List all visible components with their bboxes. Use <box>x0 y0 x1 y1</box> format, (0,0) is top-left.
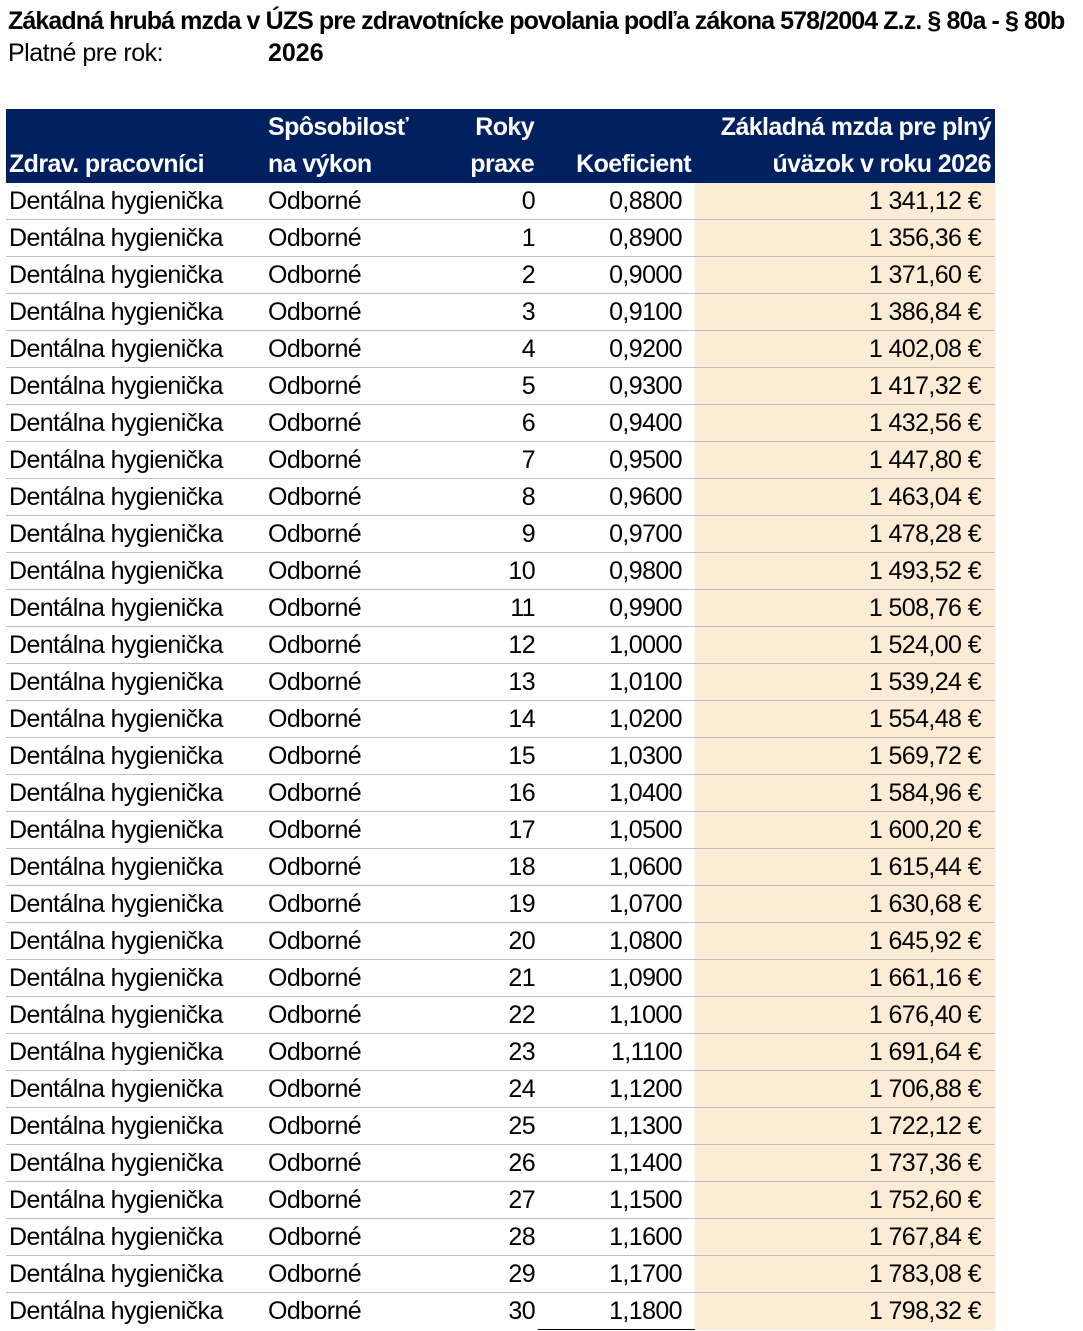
table-row <box>6 442 995 479</box>
header-worker <box>6 109 265 183</box>
salary-cell: 1 783,08 € <box>695 1256 995 1293</box>
coefficient-cell: 0,8800 <box>538 183 695 220</box>
salary-cell: 1 767,84 € <box>695 1219 995 1256</box>
competence-cell: Odborné <box>265 812 437 849</box>
coefficient-cell: 1,1000 <box>538 997 695 1034</box>
table-row <box>6 1145 995 1182</box>
coefficient-cell: 1,1300 <box>538 1108 695 1145</box>
salary-cell: 1 615,44 € <box>695 849 995 886</box>
salary-cell: 1 493,52 € <box>695 553 995 590</box>
coefficient-cell: 0,9800 <box>538 553 695 590</box>
competence-cell: Odborné <box>265 516 437 553</box>
competence-cell: Odborné <box>265 257 437 294</box>
table-row <box>6 849 995 886</box>
worker-cell: Dentálna hygienička <box>6 664 265 701</box>
table-row <box>6 516 995 553</box>
worker-cell: Dentálna hygienička <box>6 997 265 1034</box>
years-cell: 6 <box>437 405 538 442</box>
coefficient-cell: 1,1400 <box>538 1145 695 1182</box>
years-cell: 4 <box>437 331 538 368</box>
worker-cell: Dentálna hygienička <box>6 220 265 257</box>
salary-cell: 1 584,96 € <box>695 775 995 812</box>
table-row <box>6 960 995 997</box>
salary-cell: 1 524,00 € <box>695 627 995 664</box>
table-row <box>6 627 995 664</box>
coefficient-cell: 1,0700 <box>538 886 695 923</box>
table-row <box>6 220 995 257</box>
competence-cell: Odborné <box>268 1297 362 1326</box>
table-body <box>6 183 995 1330</box>
years-cell: 19 <box>437 886 538 923</box>
coefficient-cell: 0,8900 <box>538 220 695 257</box>
years-cell: 17 <box>437 812 538 849</box>
coefficient-cell: 0,9500 <box>538 442 695 479</box>
coefficient-cell: 1,1100 <box>538 1034 695 1071</box>
salary-cell: 1 706,88 € <box>695 1071 995 1108</box>
header-competence-line2: na výkon <box>268 150 372 178</box>
competence-cell: Odborné <box>265 1034 437 1071</box>
competence-cell: Odborné <box>265 849 437 886</box>
competence-cell: Odborné <box>265 627 437 664</box>
years-cell: 3 <box>437 294 538 331</box>
salary-cell: 1 676,40 € <box>695 997 995 1034</box>
salary-cell: 1 508,76 € <box>695 590 995 627</box>
document-title: Zákadná hrubá mzda v ÚZS pre zdravotnícke povolania podľa zákona 578/2004 Z.z. § 80a - § 80b <box>8 7 1065 35</box>
worker-cell: Dentálna hygienička <box>6 516 265 553</box>
header-row <box>6 109 995 183</box>
salary-cell: 1 539,24 € <box>695 664 995 701</box>
worker-cell: Dentálna hygienička <box>6 738 265 775</box>
worker-cell: Dentálna hygienička <box>6 294 265 331</box>
worker-cell: Dentálna hygienička <box>6 1219 265 1256</box>
years-cell: 0 <box>437 183 538 220</box>
salary-cell: 1 569,72 € <box>695 738 995 775</box>
years-cell: 14 <box>437 701 538 738</box>
salary-cell: 1 356,36 € <box>695 220 995 257</box>
coefficient-cell: 1,0200 <box>538 701 695 738</box>
worker-cell: Dentálna hygienička <box>6 479 265 516</box>
salary-table <box>6 109 995 1330</box>
salary-cell: 1 600,20 € <box>695 812 995 849</box>
worker-cell: Dentálna hygienička <box>6 257 265 294</box>
coefficient-cell: 1,0300 <box>538 738 695 775</box>
coefficient-cell: 1,1800 <box>538 1293 695 1330</box>
table-row <box>6 257 995 294</box>
coefficient-cell: 0,9000 <box>538 257 695 294</box>
competence-cell: Odborné <box>265 775 437 812</box>
coefficient-cell: 1,0400 <box>538 775 695 812</box>
years-cell: 28 <box>437 1219 538 1256</box>
years-cell: 23 <box>437 1034 538 1071</box>
competence-cell: Odborné <box>265 553 437 590</box>
coefficient-cell: 1,0900 <box>538 960 695 997</box>
header-competence-line1: Spôsobilosť <box>268 113 409 141</box>
table-row <box>6 553 995 590</box>
years-cell: 11 <box>437 590 538 627</box>
salary-cell: 1 722,12 € <box>695 1108 995 1145</box>
years-cell: 16 <box>437 775 538 812</box>
salary-cell: 1 478,28 € <box>695 516 995 553</box>
coefficient-cell: 1,0600 <box>538 849 695 886</box>
salary-cell: 1 341,12 € <box>695 183 995 220</box>
worker-cell: Dentálna hygienička <box>6 442 265 479</box>
table-row <box>6 738 995 775</box>
years-cell: 15 <box>437 738 538 775</box>
coefficient-cell: 1,1600 <box>538 1219 695 1256</box>
competence-cell: Odborné <box>265 997 437 1034</box>
worker-cell: Dentálna hygienička <box>6 553 265 590</box>
validity-label: Platné pre rok: <box>8 39 164 67</box>
salary-cell: 1 661,16 € <box>695 960 995 997</box>
worker-cell: Dentálna hygienička <box>6 701 265 738</box>
worker-cell: Dentálna hygienička <box>6 812 265 849</box>
table-row <box>6 664 995 701</box>
table-row <box>6 886 995 923</box>
coefficient-cell: 1,1700 <box>538 1256 695 1293</box>
table-row <box>6 1256 995 1293</box>
worker-cell: Dentálna hygienička <box>6 923 265 960</box>
competence-cell: Odborné <box>265 1145 437 1182</box>
competence-cell: Odborné <box>265 1071 437 1108</box>
table-row <box>6 775 995 812</box>
competence-cell: Odborné <box>265 183 437 220</box>
coefficient-cell: 1,1200 <box>538 1071 695 1108</box>
salary-cell: 1 463,04 € <box>695 479 995 516</box>
competence-cell: Odborné <box>265 220 437 257</box>
worker-cell: Dentálna hygienička <box>6 1071 265 1108</box>
table-row <box>6 294 995 331</box>
years-cell: 7 <box>437 442 538 479</box>
coefficient-cell: 0,9900 <box>538 590 695 627</box>
worker-cell: Dentálna hygienička <box>6 1145 265 1182</box>
salary-cell: 1 447,80 € <box>695 442 995 479</box>
worker-cell: Dentálna hygienička <box>6 183 265 220</box>
salary-cell: 1 371,60 € <box>695 257 995 294</box>
competence-cell: Odborné <box>265 479 437 516</box>
table-row <box>6 1219 995 1256</box>
competence-cell: Odborné <box>265 664 437 701</box>
table-row <box>6 923 995 960</box>
header-salary <box>695 109 995 183</box>
table-row <box>6 405 995 442</box>
header-years-line1: Roky <box>475 113 534 141</box>
worker-cell: Dentálna hygienička <box>6 849 265 886</box>
competence-cell: Odborné <box>265 331 437 368</box>
header-salary-line2: úväzok v roku 2026 <box>772 150 991 178</box>
competence-cell: Odborné <box>265 368 437 405</box>
years-cell: 13 <box>437 664 538 701</box>
header-years-line2: praxe <box>470 150 534 178</box>
years-cell: 5 <box>437 368 538 405</box>
competence-cell: Odborné <box>265 886 437 923</box>
competence-cell: Odborné <box>265 701 437 738</box>
table-row <box>6 1108 995 1145</box>
salary-cell: 1 645,92 € <box>695 923 995 960</box>
table-row <box>6 812 995 849</box>
competence-cell: Odborné <box>265 405 437 442</box>
table-header <box>6 109 995 183</box>
competence-cell: Odborné <box>265 442 437 479</box>
coefficient-cell: 0,9700 <box>538 516 695 553</box>
years-cell: 22 <box>437 997 538 1034</box>
salary-cell: 1 752,60 € <box>695 1182 995 1219</box>
competence-cell: Odborné <box>265 294 437 331</box>
years-cell: 21 <box>437 960 538 997</box>
table-row <box>6 479 995 516</box>
worker-cell: Dentálna hygienička <box>6 1034 265 1071</box>
years-cell: 24 <box>437 1071 538 1108</box>
coefficient-cell: 0,9100 <box>538 294 695 331</box>
table-row <box>6 701 995 738</box>
competence-cell: Odborné <box>265 590 437 627</box>
years-cell: 20 <box>437 923 538 960</box>
table-row <box>6 1293 995 1330</box>
worker-cell: Dentálna hygienička <box>6 627 265 664</box>
years-cell: 9 <box>437 516 538 553</box>
salary-cell: 1 386,84 € <box>695 294 995 331</box>
table-row <box>6 1182 995 1219</box>
header-salary-line1: Základná mzda pre plný <box>720 113 991 141</box>
worker-cell: Dentálna hygienička <box>6 1108 265 1145</box>
header-years <box>437 109 538 183</box>
coefficient-cell: 0,9200 <box>538 331 695 368</box>
salary-cell: 1 432,56 € <box>695 405 995 442</box>
table-row <box>6 368 995 405</box>
validity-year: 2026 <box>268 39 324 67</box>
table-row <box>6 1071 995 1108</box>
years-cell: 12 <box>437 627 538 664</box>
years-cell: 26 <box>437 1145 538 1182</box>
worker-cell: Dentálna hygienička <box>6 1256 265 1293</box>
competence-cell: Odborné <box>265 1219 437 1256</box>
salary-cell: 1 691,64 € <box>695 1034 995 1071</box>
competence-cell: Odborné <box>265 1182 437 1219</box>
table-row <box>6 183 995 220</box>
salary-cell: 1 402,08 € <box>695 331 995 368</box>
worker-cell: Dentálna hygienička <box>6 775 265 812</box>
coefficient-cell: 1,0800 <box>538 923 695 960</box>
years-cell: 27 <box>437 1182 538 1219</box>
competence-cell: Odborné <box>265 1108 437 1145</box>
years-cell: 25 <box>437 1108 538 1145</box>
competence-cell: Odborné <box>265 1256 437 1293</box>
competence-cell: Odborné <box>265 960 437 997</box>
competence-cell: Odborné <box>265 923 437 960</box>
table-row <box>6 997 995 1034</box>
worker-cell: Dentálna hygienička <box>6 368 265 405</box>
table-row <box>6 590 995 627</box>
worker-cell: Dentálna hygienička <box>6 405 265 442</box>
coefficient-cell: 1,0500 <box>538 812 695 849</box>
coefficient-cell: 0,9300 <box>538 368 695 405</box>
years-cell: 18 <box>437 849 538 886</box>
years-cell: 30 <box>508 1297 535 1326</box>
header-coefficient <box>538 109 695 183</box>
table-row <box>6 331 995 368</box>
years-cell: 29 <box>437 1256 538 1293</box>
salary-cell: 1 630,68 € <box>695 886 995 923</box>
coefficient-cell: 0,9600 <box>538 479 695 516</box>
header-coefficient-text: Koeficient <box>576 150 691 178</box>
competence-cell: Odborné <box>265 738 437 775</box>
worker-cell: Dentálna hygienička <box>6 960 265 997</box>
worker-cell: Dentálna hygienička <box>6 886 265 923</box>
header-competence <box>265 109 437 183</box>
years-cell: 8 <box>437 479 538 516</box>
salary-cell: 1 737,36 € <box>695 1145 995 1182</box>
coefficient-cell: 1,1500 <box>538 1182 695 1219</box>
worker-cell: Dentálna hygienička <box>6 590 265 627</box>
years-cell: 1 <box>437 220 538 257</box>
salary-cell: 1 417,32 € <box>695 368 995 405</box>
salary-cell: 1 554,48 € <box>695 701 995 738</box>
years-cell: 2 <box>437 257 538 294</box>
coefficient-cell: 1,0100 <box>538 664 695 701</box>
worker-cell: Dentálna hygienička <box>6 1182 265 1219</box>
coefficient-cell: 1,0000 <box>538 627 695 664</box>
worker-cell: Dentálna hygienička <box>9 1297 223 1326</box>
salary-cell: 1 798,32 € <box>695 1293 995 1330</box>
worker-cell: Dentálna hygienička <box>6 331 265 368</box>
table-row <box>6 1034 995 1071</box>
years-cell: 10 <box>437 553 538 590</box>
coefficient-cell: 0,9400 <box>538 405 695 442</box>
header-worker-text: Zdrav. pracovníci <box>9 150 204 178</box>
